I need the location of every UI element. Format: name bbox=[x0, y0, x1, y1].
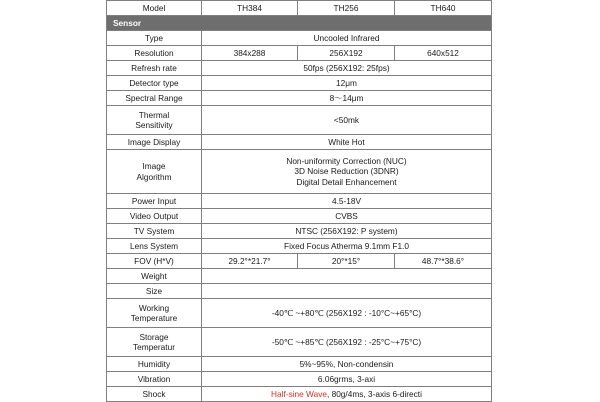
power-label: Power Input bbox=[107, 194, 202, 209]
working-temp-label-line1: Working bbox=[138, 302, 170, 313]
tv-row bbox=[107, 224, 492, 239]
detector-value: 12μm bbox=[202, 76, 492, 91]
shock-value-rest: , 80g/4ms, 3-axis 6-directi bbox=[326, 388, 422, 399]
resolution-th256: 256X192 bbox=[298, 46, 395, 61]
weight-row bbox=[107, 269, 492, 284]
fov-th384: 29.2°*21.7° bbox=[202, 254, 298, 269]
resolution-th640: 640x512 bbox=[395, 46, 492, 61]
humidity-label: Humidity bbox=[107, 357, 202, 372]
spectral-label: Spectral Range bbox=[107, 91, 202, 106]
fov-th640: 48.7°*38.6° bbox=[395, 254, 492, 269]
thermal-value: <50mk bbox=[202, 106, 492, 135]
fov-row bbox=[107, 254, 492, 269]
lens-row bbox=[107, 239, 492, 254]
storage-temp-label bbox=[107, 328, 202, 357]
model-th256: TH256 bbox=[298, 1, 395, 16]
working-temp-label-line2: Temperature bbox=[130, 313, 178, 323]
type-row bbox=[107, 31, 492, 46]
refresh-value: 50fps (256X192: 25fps) bbox=[202, 61, 492, 76]
working-temp-row bbox=[107, 299, 492, 328]
vibration-value: 6.06grms, 3-axi bbox=[202, 372, 492, 387]
resolution-th384: 384x288 bbox=[202, 46, 298, 61]
algorithm-label-line1: Image bbox=[142, 161, 166, 172]
weight-label: Weight bbox=[107, 269, 202, 284]
storage-temp-label-line1: Storage bbox=[139, 331, 169, 342]
fov-th256: 20°*15° bbox=[298, 254, 395, 269]
model-label: Model bbox=[107, 1, 202, 16]
algorithm-label bbox=[107, 150, 202, 194]
detector-row bbox=[107, 76, 492, 91]
spectral-value: 8～14μm bbox=[202, 91, 492, 106]
weight-value bbox=[202, 269, 492, 284]
type-label: Type bbox=[107, 31, 202, 46]
type-value: Uncooled Infrared bbox=[202, 31, 492, 46]
thermal-label-line2: Sensitivity bbox=[135, 120, 173, 130]
model-th384: TH384 bbox=[202, 1, 298, 16]
size-row bbox=[107, 284, 492, 299]
shock-value bbox=[202, 387, 492, 402]
thermal-label bbox=[107, 106, 202, 135]
tv-label: TV System bbox=[107, 224, 202, 239]
lens-label: Lens System bbox=[107, 239, 202, 254]
refresh-row bbox=[107, 61, 492, 76]
video-row bbox=[107, 209, 492, 224]
power-value: 4.5-18V bbox=[202, 194, 492, 209]
storage-temp-value: -50℃ ~+85℃ (256X192 : -25°C~+75°C) bbox=[202, 328, 492, 357]
vibration-label: Vibration bbox=[107, 372, 202, 387]
detector-label: Detector type bbox=[107, 76, 202, 91]
algorithm-row bbox=[107, 150, 492, 194]
video-value: CVBS bbox=[202, 209, 492, 224]
thermal-label-line1: Thermal bbox=[138, 109, 170, 120]
lens-value: Fixed Focus Atherma 9.1mm F1.0 bbox=[202, 239, 492, 254]
fov-label: FOV (H*V) bbox=[107, 254, 202, 269]
algorithm-dde: Digital Detail Enhancement bbox=[296, 176, 397, 187]
size-label: Size bbox=[107, 284, 202, 299]
thermal-row bbox=[107, 106, 492, 135]
size-value bbox=[202, 284, 492, 299]
algorithm-label-line2: Algorithm bbox=[136, 171, 172, 182]
resolution-label: Resolution bbox=[107, 46, 202, 61]
vibration-row bbox=[107, 372, 492, 387]
shock-value-highlight: Half-sine Wave bbox=[271, 388, 327, 399]
refresh-label: Refresh rate bbox=[107, 61, 202, 76]
sensor-section-title: Sensor bbox=[107, 16, 492, 31]
storage-temp-row bbox=[107, 328, 492, 357]
sensor-section-row bbox=[107, 16, 492, 31]
display-row bbox=[107, 135, 492, 150]
display-value: White Hot bbox=[202, 135, 492, 150]
spectral-row bbox=[107, 91, 492, 106]
display-label: Image Display bbox=[107, 135, 202, 150]
humidity-value: 5%~95%, Non-condensin bbox=[202, 357, 492, 372]
algorithm-3dnr: 3D Noise Reduction (3DNR) bbox=[294, 166, 399, 177]
resolution-row bbox=[107, 46, 492, 61]
model-th640: TH640 bbox=[395, 1, 492, 16]
spec-table bbox=[106, 0, 492, 402]
video-label: Video Output bbox=[107, 209, 202, 224]
storage-temp-label-line2: Temperatur bbox=[133, 342, 175, 352]
working-temp-value: -40℃ ~+80℃ (256X192 : -10°C~+65°C) bbox=[202, 299, 492, 328]
algorithm-value bbox=[202, 150, 492, 194]
shock-label: Shock bbox=[107, 387, 202, 402]
shock-row bbox=[107, 387, 492, 402]
algorithm-nuc: Non-uniformity Correction (NUC) bbox=[286, 155, 407, 166]
power-row bbox=[107, 194, 492, 209]
model-row bbox=[107, 1, 492, 16]
working-temp-label bbox=[107, 299, 202, 328]
humidity-row bbox=[107, 357, 492, 372]
tv-value: NTSC (256X192: P system) bbox=[202, 224, 492, 239]
